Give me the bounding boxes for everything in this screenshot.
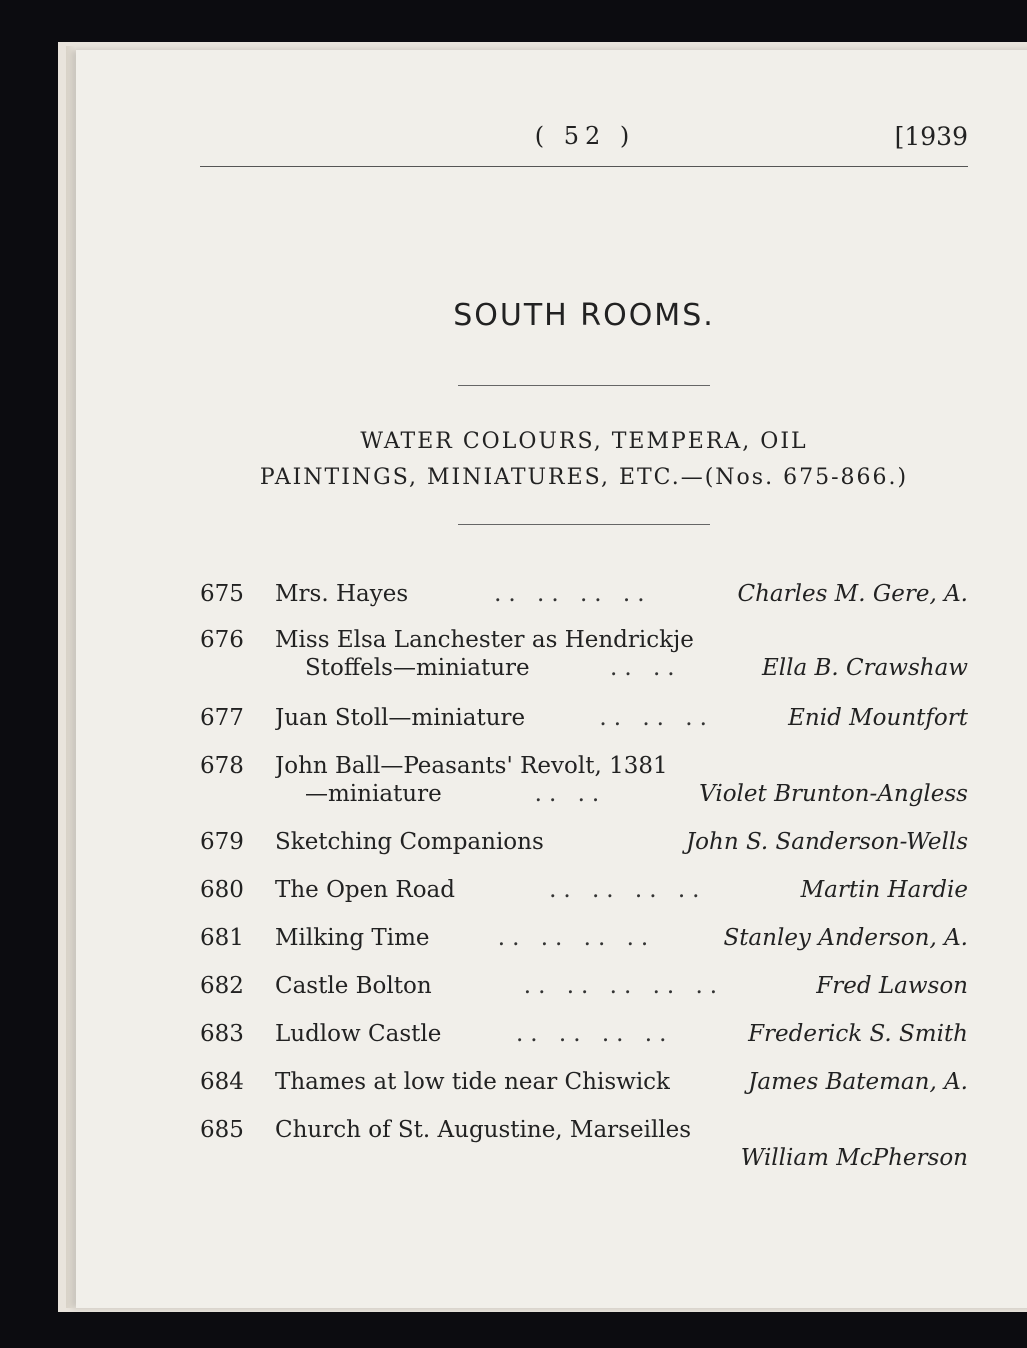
entry-artist: Fred Lawson bbox=[816, 973, 968, 999]
entry-number: 683 bbox=[200, 1021, 244, 1047]
catalogue-entry bbox=[200, 876, 968, 904]
entry-title: Milking Time bbox=[275, 925, 430, 951]
catalogue-entry bbox=[200, 626, 968, 682]
subheading-line-2: PAINTINGS, MINIATURES, ETC.—(Nos. 675-866.) bbox=[259, 465, 909, 490]
entry-title: Sketching Companions bbox=[275, 829, 544, 855]
section-title: SOUTH ROOMS. bbox=[453, 298, 715, 333]
catalogue-entry bbox=[200, 752, 968, 808]
entry-artist: John S. Sanderson-Wells bbox=[685, 829, 968, 855]
entry-title: Ludlow Castle bbox=[275, 1021, 442, 1047]
entry-artist: Enid Mountfort bbox=[788, 705, 968, 731]
dot-leader: .. .. bbox=[610, 655, 682, 681]
entry-number: 684 bbox=[200, 1069, 244, 1095]
entry-artist: Ella B. Crawshaw bbox=[761, 655, 968, 681]
running-head bbox=[200, 118, 968, 158]
catalogue-entry bbox=[200, 1116, 968, 1172]
catalogue-entry bbox=[200, 1020, 968, 1048]
subheading-line-1: WATER COLOURS, TEMPERA, OIL bbox=[360, 429, 808, 454]
catalogue-entry bbox=[200, 828, 968, 856]
page-number: ( 52 ) bbox=[534, 122, 636, 150]
entry-number: 680 bbox=[200, 877, 244, 903]
entry-title: Mrs. Hayes bbox=[275, 581, 409, 607]
header-rule bbox=[200, 166, 968, 167]
entry-title: Castle Bolton bbox=[275, 973, 432, 999]
year-mark: [1939 bbox=[894, 122, 968, 151]
entry-number: 675 bbox=[200, 581, 244, 607]
entry-artist: William McPherson bbox=[740, 1145, 968, 1171]
entry-artist: Martin Hardie bbox=[800, 877, 968, 903]
page-gutter-edge bbox=[66, 46, 76, 1308]
entry-title: John Ball—Peasants' Revolt, 1381 bbox=[275, 753, 668, 779]
entry-number: 685 bbox=[200, 1117, 244, 1143]
entry-artist: Frederick S. Smith bbox=[748, 1021, 968, 1047]
dot-leader: .. .. .. .. bbox=[494, 581, 652, 607]
dot-leader: .. .. .. .. bbox=[497, 925, 656, 951]
entry-number: 676 bbox=[200, 627, 244, 653]
dot-leader: .. .. .. .. bbox=[549, 877, 707, 903]
entry-title: Church of St. Augustine, Marseilles bbox=[275, 1117, 692, 1143]
catalogue-entry bbox=[200, 580, 968, 608]
entry-title: Thames at low tide near Chiswick bbox=[275, 1069, 670, 1095]
entry-number: 681 bbox=[200, 925, 244, 951]
entry-number: 679 bbox=[200, 829, 244, 855]
entry-number: 682 bbox=[200, 973, 244, 999]
dot-leader: .. .. .. .. bbox=[516, 1021, 674, 1047]
entry-artist: James Bateman, A. bbox=[748, 1069, 968, 1095]
dot-leader: .. .. .. bbox=[599, 705, 714, 731]
entry-artist: Stanley Anderson, A. bbox=[723, 925, 968, 951]
entry-number: 677 bbox=[200, 705, 244, 731]
entry-artist: Charles M. Gere, A. bbox=[737, 581, 968, 607]
entry-title: The Open Road bbox=[275, 877, 455, 903]
catalogue-entry bbox=[200, 972, 968, 1000]
entry-title-continued: Stoffels—miniature bbox=[305, 655, 530, 681]
section-subheading bbox=[200, 424, 968, 496]
entry-number: 678 bbox=[200, 753, 244, 779]
entry-title: Juan Stoll—miniature bbox=[275, 705, 526, 731]
subheading-divider bbox=[458, 524, 710, 525]
dot-leader: .. .. bbox=[534, 781, 607, 807]
catalogue-entry bbox=[200, 924, 968, 952]
entry-artist: Violet Brunton-Angless bbox=[699, 781, 968, 807]
catalogue-entry bbox=[200, 1068, 968, 1096]
dot-leader: .. .. .. .. .. bbox=[523, 973, 725, 999]
entry-title-continued: —miniature bbox=[305, 781, 442, 807]
catalogue-entry bbox=[200, 704, 968, 732]
entry-title: Miss Elsa Lanchester as Hendrickje bbox=[275, 627, 694, 653]
title-divider bbox=[458, 385, 710, 386]
